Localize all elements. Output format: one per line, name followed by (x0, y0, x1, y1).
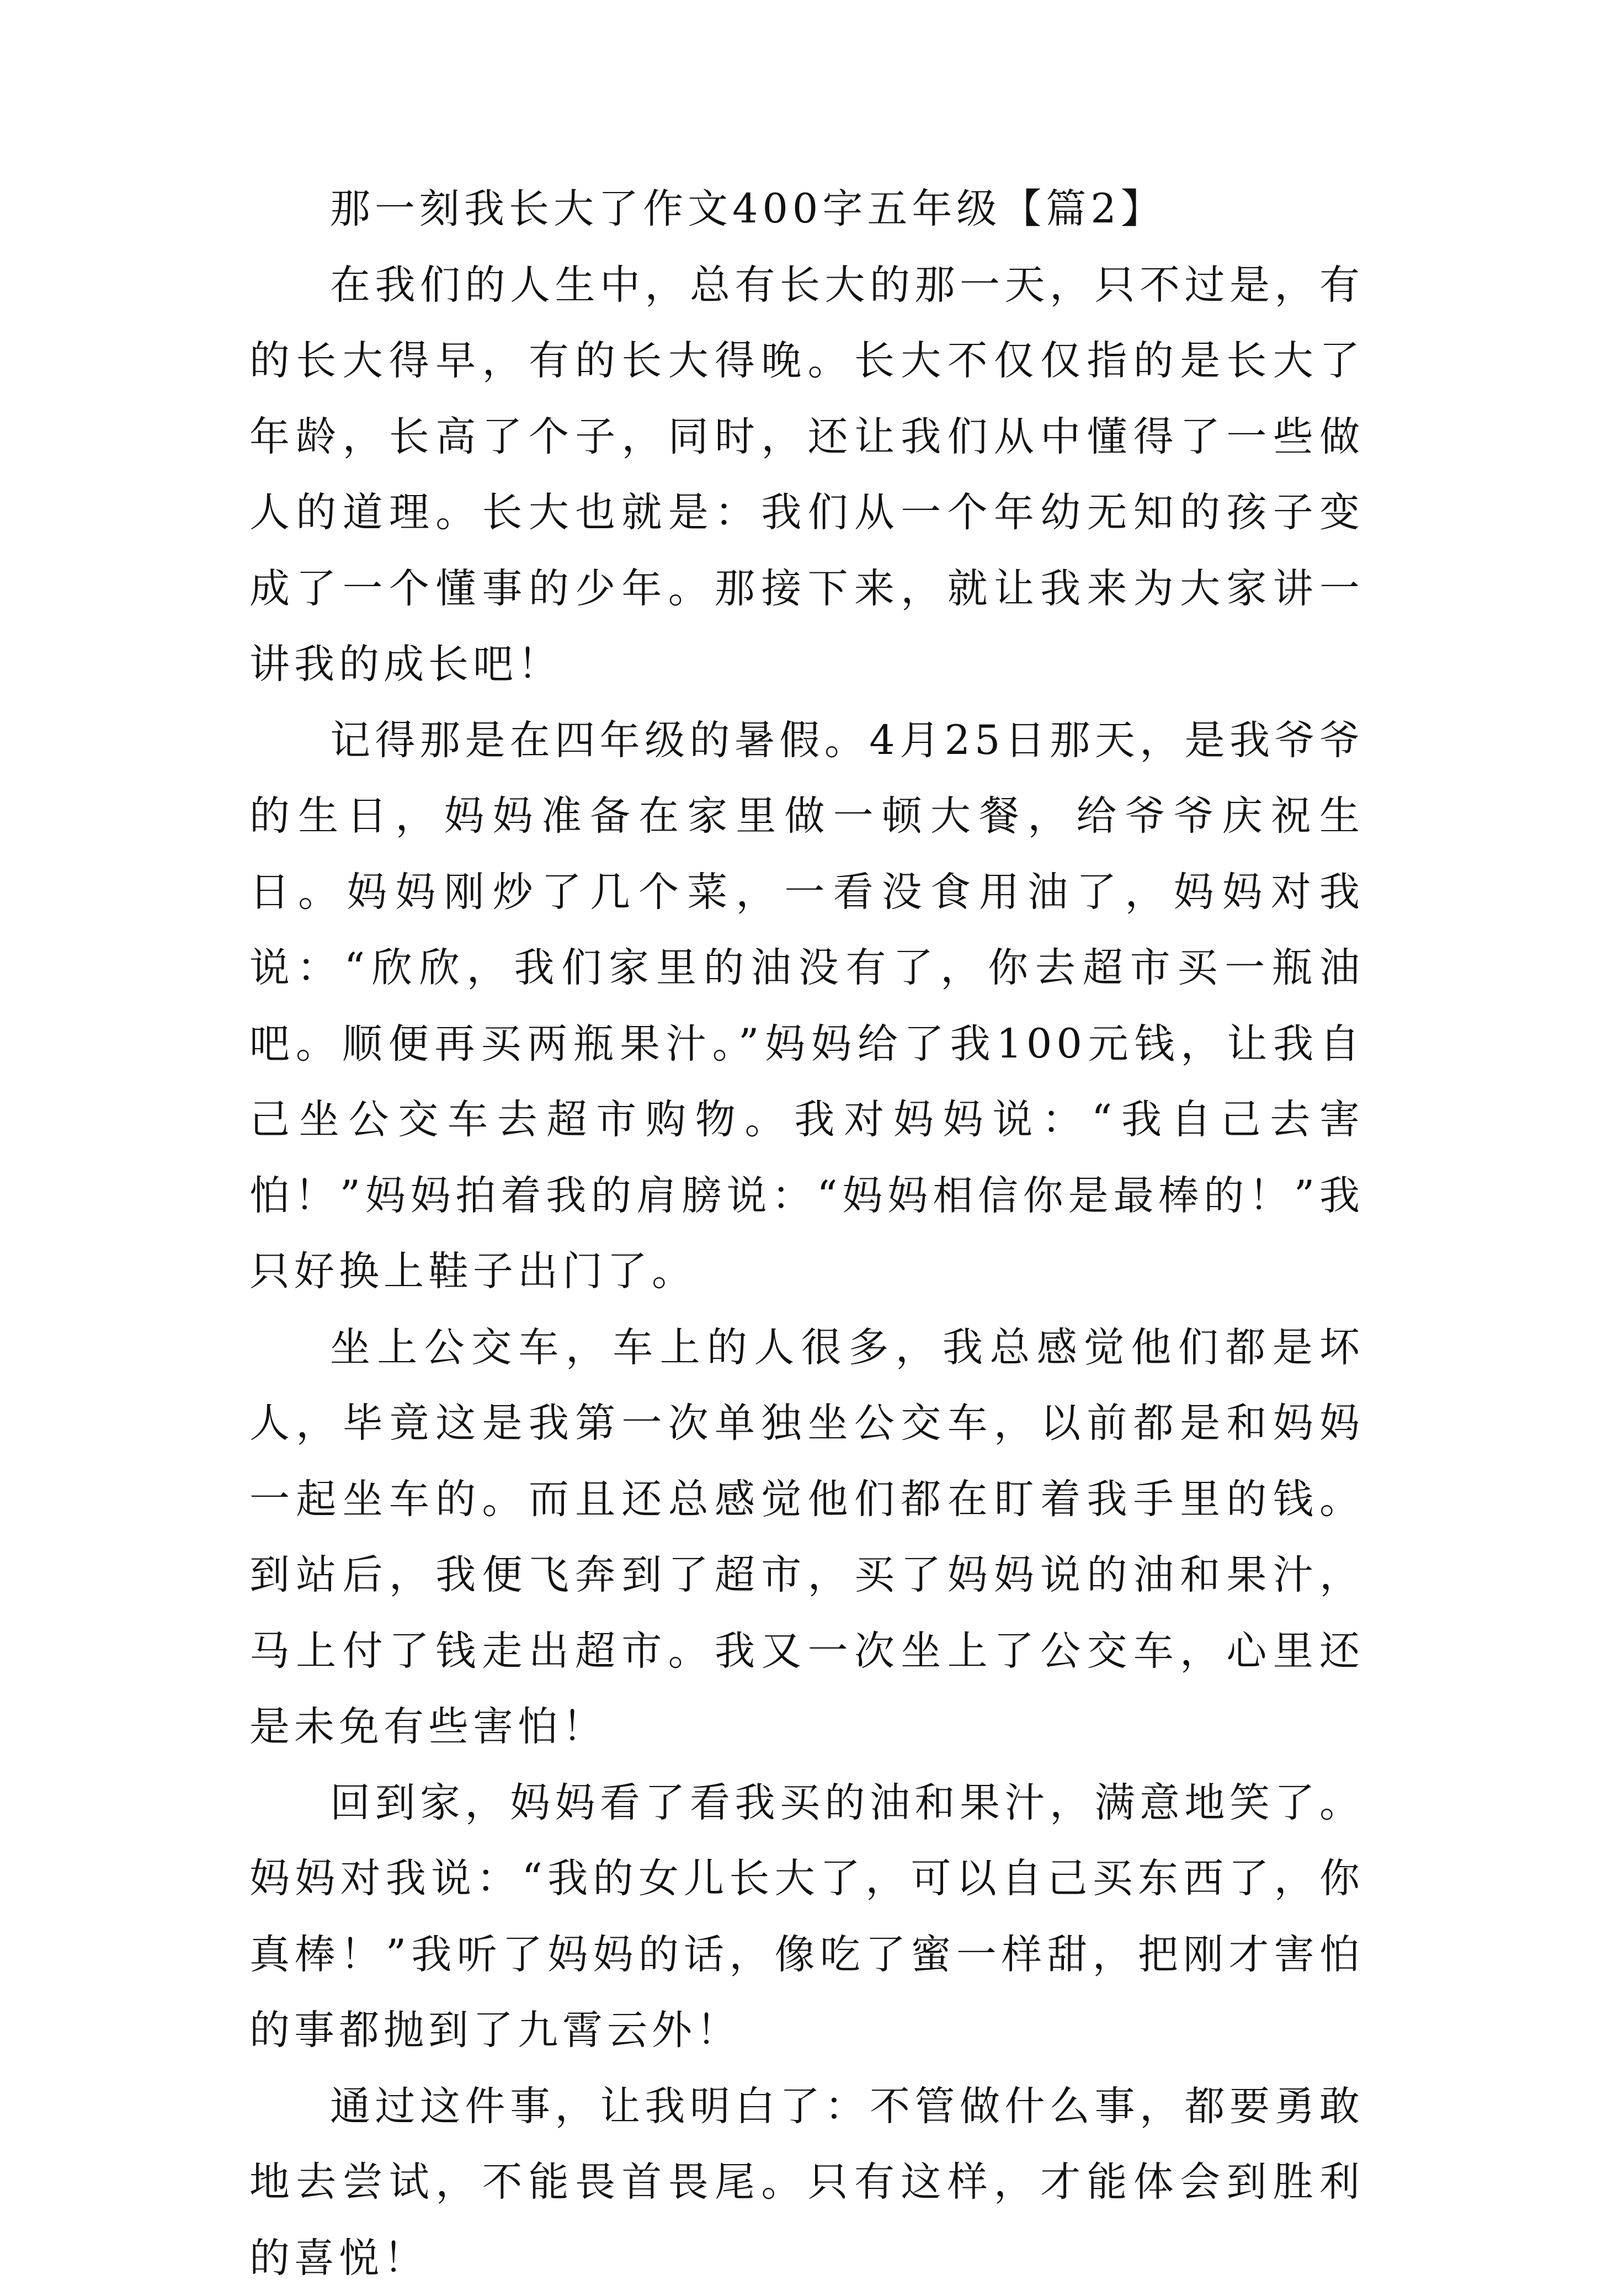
paragraph-5: 通过这件事，让我明白了：不管做什么事，都要勇敢地去尝试，不能畏首畏尾。只有这样，才能体会到胜利的喜悦！ (249, 2069, 1364, 2296)
paragraph-4: 回到家，妈妈看了看我买的油和果汁，满意地笑了。妈妈对我说：“我的女儿长大了，可以自己买东西了，你真棒！”我听了妈妈的话，像吃了蜜一样甜，把刚才害怕的事都抛到了九霄云外！ (249, 1765, 1364, 2069)
paragraph-3: 坐上公交车，车上的人很多，我总感觉他们都是坏人，毕竟这是我第一次单独坐公交车，以前都是和妈妈一起坐车的。而且还总感觉他们都在盯着我手里的钱。到站后，我便飞奔到了超市，买了妈妈说的油和果汁，马上付了钱走出超市。我又一次坐上了公交车，心里还是未免有些害怕！ (249, 1310, 1364, 1765)
paragraph-2: 记得那是在四年级的暑假。4月25日那天，是我爷爷的生日，妈妈准备在家里做一顿大餐，给爷爷庆祝生日。妈妈刚炒了几个菜，一看没食用油了，妈妈对我说：“欣欣，我们家里的油没有了，你去超市买一瓶油吧。顺便再买两瓶果汁。”妈妈给了我100元钱，让我自己坐公交车去超市购物。我对妈妈说：“我自己去害怕！”妈妈拍着我的肩膀说：“妈妈相信你是最棒的！”我只好换上鞋子出门了。 (249, 703, 1364, 1310)
paragraph-1: 在我们的人生中，总有长大的那一天，只不过是，有的长大得早，有的长大得晚。长大不仅仅指的是长大了年龄，长高了个子，同时，还让我们从中懂得了一些做人的道理。长大也就是：我们从一个年幼无知的孩子变成了一个懂事的少年。那接下来，就让我来为大家讲一讲我的成长吧！ (249, 247, 1364, 703)
essay-title: 那一刻我长大了作文400字五年级【篇2】 (249, 171, 1364, 247)
essay-body (249, 171, 1364, 2296)
